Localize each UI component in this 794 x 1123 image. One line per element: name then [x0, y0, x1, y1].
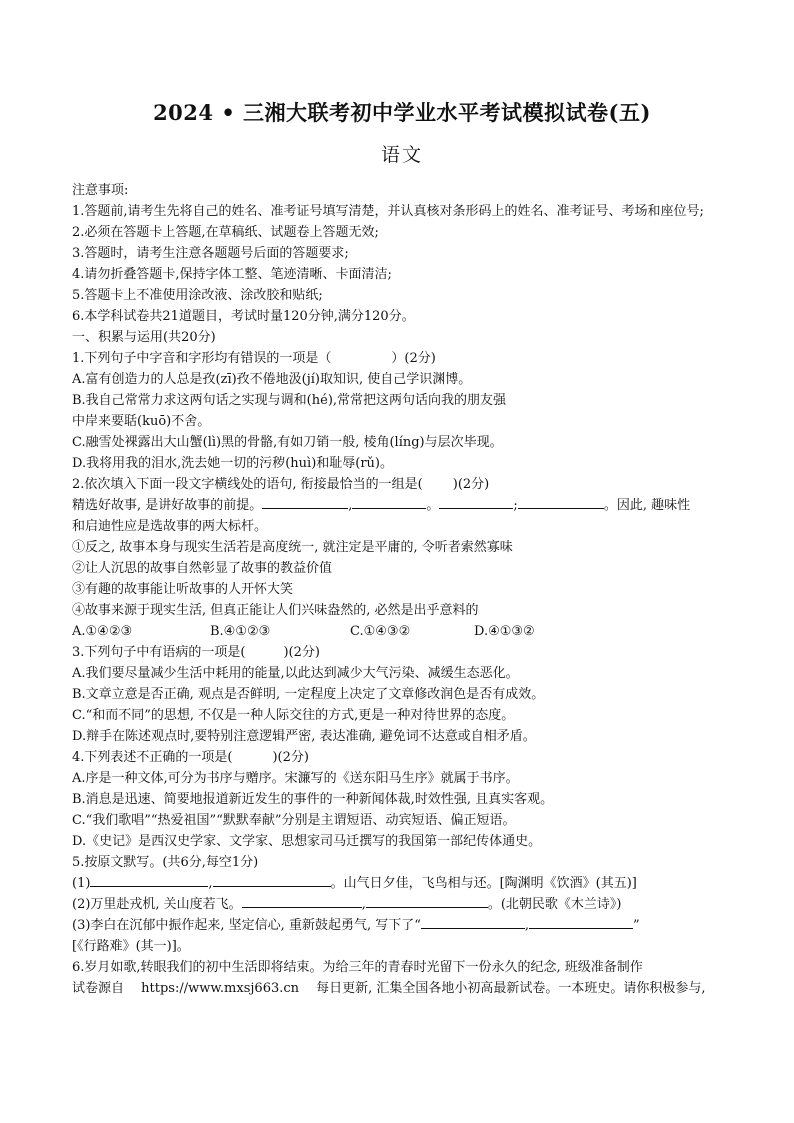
fill-blank[interactable] [213, 873, 331, 887]
question-2-choices [72, 621, 732, 642]
question-4-option: B.消息是迅速、简要地报道新近发生的事件的一种新闻体裁,时效性强, 且真实客观。 [72, 792, 554, 807]
notice-item: 6.本学科试卷共21道题目，考试时量120分钟,满分120分。 [72, 309, 415, 324]
section-heading: 一、积累与运用(共20分) [72, 330, 216, 345]
fill-blank[interactable] [366, 894, 488, 908]
question-4-option: D.《史记》是西汉史学家、文学家、思想家司马迁撰写的我国第一部纪传体通史。 [72, 834, 542, 849]
fill-blank[interactable] [262, 495, 348, 509]
question-4-option: A.序是一种文体,可分为书序与赠序。宋濂写的《送东阳马生序》就属于书序。 [72, 771, 519, 786]
question-6-line: 试卷源自 https://www.mxsj663.cn 每日更新, 汇集全国各地小初高最新试卷。一本班史。请你积极参与, [72, 981, 706, 996]
line-text: (3)李白在沉郁中振作起来, 坚定信心, 重新鼓起勇气, 写下了“ [72, 918, 421, 933]
question-1-option: B.我自己常常力求这两句话之实现与调和(hé),常常把这两句话向我的朋友强 [72, 393, 507, 408]
question-2-sentence: ②让人沉思的故事自然彰显了故事的教益价值 [72, 561, 333, 576]
question-2-sentence: ③有趣的故事能让听故事的人开怀大笑 [72, 582, 294, 597]
passage-text: 。因此, 趣味性 [603, 498, 691, 513]
line-label: (1) [72, 876, 91, 891]
question-score: )(2分) [272, 750, 309, 765]
question-2-passage: 和启迪性应是选故事的两大标杆。 [72, 519, 268, 534]
line-text: 。山气日夕佳，飞鸟相与还。[陶渊明《饮酒》(其五)] [330, 876, 637, 891]
question-1-option: C.融雪处裸露出大山蟹(lì)黑的骨骼,有如刀销一般, 棱角(líng)与层次毕现。 [72, 435, 503, 450]
question-stem-text: 3.下列句子中有语病的一项是( [72, 645, 246, 660]
fill-blank[interactable] [518, 495, 604, 509]
choice-option: A.①④②③ [72, 624, 133, 639]
fill-blank[interactable] [421, 915, 525, 929]
fill-blank[interactable] [529, 915, 633, 929]
question-3-option: C.“和而不同”的思想, 不仅是一种人际交往的方式,更是一种对待世界的态度。 [72, 708, 515, 723]
question-4-option: C.“我们歌唱”“热爱祖国”“默默奉献”分别是主谓短语、动宾短语、偏正短语。 [72, 813, 516, 828]
line-text: 。(北朝民歌《木兰诗》) [487, 897, 622, 912]
question-1-option: D.我将用我的泪水,洗去她一切的污秽(huì)和耻辱(rǔ)。 [72, 456, 394, 471]
fill-blank[interactable] [90, 873, 208, 887]
notice-item: 5.答题卡上不准使用涂改液、涂改胶和贴纸; [72, 288, 323, 303]
exam-page [72, 98, 732, 999]
line-text: ” [633, 918, 640, 933]
question-3-option: A.我们要尽量减少生活中耗用的能量,以此达到减少大气污染、减缓生态恶化。 [72, 666, 519, 681]
notice-heading: 注意事项: [72, 183, 129, 198]
punctuation: , [208, 876, 213, 891]
question-1-option: A.富有创造力的人总是孜(zī)孜不倦地汲(jí)取知识, 使自己学识渊博。 [72, 372, 472, 387]
punctuation: , [361, 897, 366, 912]
question-stem-text: 1.下列句子中字音和字形均有错误的一项是（ [72, 351, 332, 366]
question-5-line [72, 915, 732, 936]
question-5-line [72, 894, 732, 915]
question-score: )(2分) [452, 477, 490, 492]
fill-blank[interactable] [439, 495, 513, 509]
exam-title: 2024 • 三湘大联考初中学业水平考试模拟试卷(五) [153, 100, 651, 125]
choice-option: D.④①③② [474, 624, 535, 639]
question-3-stem [72, 642, 732, 663]
choice-option: B.④①②③ [210, 624, 271, 639]
punctuation: , [524, 918, 529, 933]
question-stem-text: 4.下列表述不正确的一项是( [72, 750, 233, 765]
question-score: )(2分) [283, 645, 320, 660]
question-4-stem [72, 747, 732, 768]
punctuation: , [348, 498, 353, 513]
question-2-stem [72, 474, 732, 495]
question-5-line: [《行路难》(其一)]。 [72, 939, 190, 954]
question-3-option: B.文章立意是否正确, 观点是否鲜明, 一定程度上决定了文章修改润色是否有成效。 [72, 687, 545, 702]
question-5-line [72, 873, 732, 894]
question-5-stem: 5.按原文默写。(共6分,每空1分) [72, 855, 259, 870]
question-1-stem [72, 348, 732, 369]
subject-title: 语文 [380, 144, 423, 166]
punctuation: 。 [426, 498, 440, 513]
question-2-sentence: ①反之, 故事本身与现实生活若是高度统一, 就注定是平庸的, 令听者索然寡味 [72, 540, 513, 555]
question-2-sentence: ④故事来源于现实生活, 但真正能让人们兴味盎然的, 必然是出乎意料的 [72, 603, 479, 618]
question-score: ）(2分) [391, 351, 436, 366]
question-1-option: 中岸来要聒(kuō)不舍。 [72, 414, 211, 429]
notice-item: 3.答题时，请考生注意各题题号后面的答题要求; [72, 246, 349, 261]
question-6-line: 6.岁月如歌,转眼我们的初中生活即将结束。为给三年的青春时光留下一份永久的纪念, 班级准备制作 [72, 960, 643, 975]
punctuation: ; [513, 498, 518, 513]
notice-item: 4.请勿折叠答题卡,保持字体工整、笔迹清晰、卡面清洁; [72, 267, 392, 282]
question-3-option: D.辩手在陈述观点时,要特别注意逻辑严密, 表达准确, 避免词不达意或自相矛盾。 [72, 729, 536, 744]
passage-text: 精选好故事, 是讲好故事的前提。 [72, 498, 263, 513]
notice-item: 1.答题前,请考生先将自己的姓名、准考证号填写清楚，并认真核对条形码上的姓名、准考证号、考场和座位号; [72, 204, 704, 219]
choice-option: C.①④③② [350, 624, 411, 639]
exam-content [72, 180, 732, 999]
fill-blank[interactable] [242, 894, 362, 908]
notice-item: 2.必须在答题卡上答题,在草稿纸、试题卷上答题无效; [72, 225, 379, 240]
line-text: (2)万里赴戎机, 关山度若飞。 [72, 897, 242, 912]
fill-blank[interactable] [352, 495, 426, 509]
question-2-passage [72, 495, 732, 516]
question-stem-text: 2.依次填入下面一段文字横线处的语句, 衔接最恰当的一组是( [72, 477, 423, 492]
